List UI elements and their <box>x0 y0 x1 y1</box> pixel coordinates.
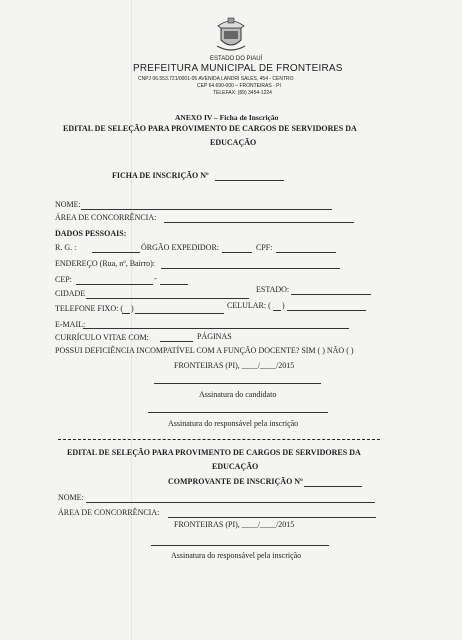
cidade-label: CIDADE <box>55 289 86 298</box>
estado-label: ESTADO: <box>256 285 290 294</box>
cut-separator <box>58 439 380 440</box>
paper-fold <box>131 0 132 640</box>
coat-of-arms-icon <box>215 16 247 52</box>
comprovante-nome-label: NOME: <box>58 493 84 502</box>
cep-dash: - <box>154 274 157 283</box>
telefone-label: TELEFONE FIXO: ( <box>55 304 123 313</box>
endereco-field[interactable] <box>161 268 340 269</box>
header-state: ESTADO DO PIAUÍ <box>210 56 263 62</box>
cpf-label: CPF: <box>256 243 273 252</box>
candidate-signature-label: Assinatura do candidato <box>199 390 277 399</box>
nome-label: NOME: <box>55 200 81 209</box>
ficha-title: FICHA DE INSCRIÇÃO Nº <box>112 171 209 180</box>
candidate-signature-line[interactable] <box>154 383 321 384</box>
header-cep-city: CEP 64.690-000 – FRONTEIRAS - PI <box>197 83 281 89</box>
responsible-signature-line[interactable] <box>148 412 328 413</box>
celular-field[interactable] <box>287 310 366 311</box>
dados-pessoais-heading: DADOS PESSOAIS: <box>55 229 127 238</box>
annex-title: ANEXO IV – Ficha de Inscrição <box>175 113 279 122</box>
header-cnpj-address: CNPJ 06.553.721/0001-05 AVENIDA LANDRI SALES, 454 - CENTRO <box>138 76 294 82</box>
area-field[interactable] <box>164 222 354 223</box>
telefone-field[interactable] <box>135 313 224 314</box>
endereco-label: ENDEREÇO (Rua, nº, Bairro): <box>55 259 156 268</box>
celular-label: CELULAR: ( <box>227 301 271 310</box>
comprovante-nome-field[interactable] <box>86 502 375 503</box>
rg-label: R. G. : <box>55 243 77 252</box>
comprovante-signature-label: Assinatura do responsável pela inscrição <box>171 551 302 560</box>
curriculo-pages-field[interactable] <box>160 341 193 342</box>
orgao-label: ÓRGÃO EXPEDIDOR: <box>141 243 219 252</box>
cep-field-prefix[interactable] <box>76 284 153 285</box>
header-phone: TELEFAX: (89) 3454-1224 <box>213 90 272 96</box>
orgao-field[interactable] <box>222 252 252 253</box>
comprovante-area-label: ÁREA DE CONCORRÊNCIA: <box>58 508 160 517</box>
comprovante-edital-line2: EDUCAÇÃO <box>212 462 259 471</box>
paginas-label: PÁGINAS <box>197 332 232 341</box>
celular-close: ) <box>282 301 285 310</box>
cep-field-suffix[interactable] <box>160 284 188 285</box>
date-line[interactable]: FRONTEIRAS (PI), ____/____/2015 <box>174 361 295 370</box>
deficiencia-question[interactable]: POSSUI DEFICIÊNCIA INCOMPATÍVEL COM A FUNÇÃO DOCENTE? SIM ( ) NÃO ( ) <box>55 346 354 355</box>
cpf-field[interactable] <box>276 252 336 253</box>
comprovante-date-line[interactable]: FRONTEIRAS (PI), ____/____/2015 <box>174 520 295 529</box>
comprovante-edital-line1: EDITAL DE SELEÇÃO PARA PROVIMENTO DE CARGOS DE SERVIDORES DA <box>67 448 361 457</box>
cidade-field[interactable] <box>86 298 249 299</box>
responsible-signature-label: Assinatura do responsável pela inscrição <box>168 419 299 428</box>
telefone-ddd-field[interactable] <box>122 313 130 314</box>
comprovante-signature-line[interactable] <box>151 545 329 546</box>
edital-title-line1: EDITAL DE SELEÇÃO PARA PROVIMENTO DE CARGOS DE SERVIDORES DA <box>63 124 357 133</box>
cep-label: CEP: <box>55 275 72 284</box>
comprovante-number-field[interactable] <box>304 486 362 487</box>
edital-title-line2: EDUCAÇÃO <box>210 138 257 147</box>
email-field[interactable] <box>83 328 349 329</box>
email-label: E-MAIL: <box>55 320 86 329</box>
rg-field[interactable] <box>92 252 140 253</box>
comprovante-title: COMPROVANTE DE INSCRIÇÃO Nº <box>168 477 303 486</box>
celular-ddd-field[interactable] <box>273 310 281 311</box>
estado-field[interactable] <box>291 294 371 295</box>
area-label: ÁREA DE CONCORRÊNCIA: <box>55 213 157 222</box>
ficha-number-field[interactable] <box>215 180 284 181</box>
telefone-close: ) <box>131 304 134 313</box>
comprovante-area-field[interactable] <box>168 517 376 518</box>
header-municipality: PREFEITURA MUNICIPAL DE FRONTEIRAS <box>133 63 343 74</box>
curriculo-label: CURRÍCULO VITAE COM: <box>55 333 149 342</box>
nome-field[interactable] <box>81 209 332 210</box>
